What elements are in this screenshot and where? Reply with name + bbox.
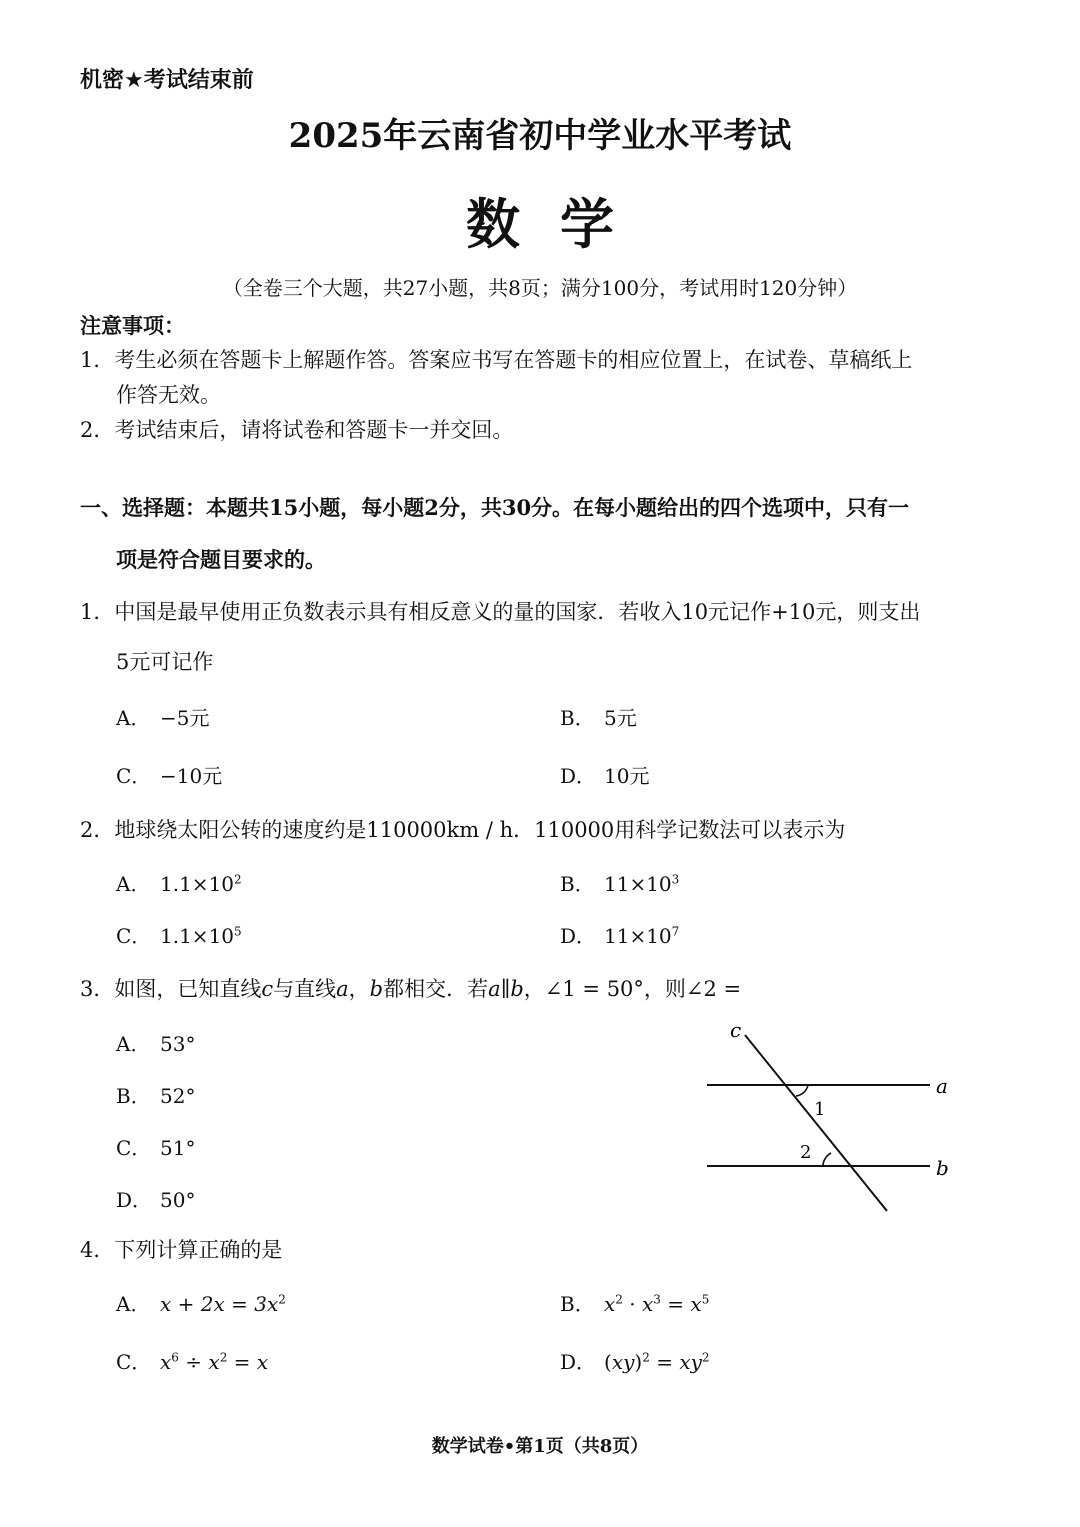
q3-option-c: C． 51°	[116, 1136, 196, 1160]
label-angle-1: 1	[814, 1099, 826, 1120]
angle-2-arc	[823, 1153, 831, 1166]
exam-title: 2025年云南省初中学业水平考试	[288, 116, 792, 156]
q1-option-a: A． −5元	[116, 706, 210, 730]
q3-option-a: A． 53°	[116, 1032, 196, 1056]
q2-stem: 2．地球绕太阳公转的速度约是110000km / h．110000用科学记数法可以表示为	[80, 818, 846, 842]
page-footer: 数学试卷•第1页（共8页）	[431, 1436, 649, 1457]
q1-option-b: B． 5元	[560, 706, 637, 730]
notes-item-2: 2．考试结束后，请将试卷和答题卡一并交回。	[80, 418, 514, 442]
q2-option-c: C． $1.1\times 10^5$	[116, 924, 242, 948]
q3-figure	[700, 1015, 970, 1220]
label-angle-2: 2	[800, 1142, 812, 1163]
q2-option-a: A． $1.1\times 10^2$	[116, 872, 242, 896]
q3-stem: 3．如图，已知直线c与直线a，b都相交．若a∥b，∠1 = 50°，则∠2 =	[80, 977, 742, 1001]
q1-stem-cont: 5元可记作	[116, 650, 214, 674]
q4-option-c: C． $x^6 \div x^2 = x$	[116, 1350, 269, 1374]
q1-option-c: C． −10元	[116, 764, 223, 788]
q3-option-d: D． 50°	[116, 1188, 196, 1212]
line-c	[745, 1035, 887, 1211]
q4-option-a: A． $x + 2x = 3x^2$	[116, 1292, 286, 1316]
section-1-heading: 一、选择题：本题共15小题，每小题2分，共30分。在每小题给出的四个选项中，只有一	[80, 495, 910, 520]
notes-heading: 注意事项：	[80, 313, 185, 338]
q1-option-d: D． 10元	[560, 764, 650, 788]
q2-option-b: B． $11\times 10^3$	[560, 872, 680, 896]
q1-stem: 1．中国是最早使用正负数表示具有相反意义的量的国家．若收入10元记作+10元，则支出	[80, 600, 921, 624]
q4-option-d: D． $(xy)^2 = xy^2$	[560, 1350, 710, 1374]
section-1-heading-cont: 项是符合题目要求的。	[116, 547, 326, 572]
subject-title: 数学	[466, 192, 654, 256]
notes-item-1: 1．考生必须在答题卡上解题作答。答案应书写在答题卡的相应位置上，在试卷、草稿纸上	[80, 348, 913, 372]
label-a: a	[936, 1074, 948, 1098]
label-c: c	[730, 1018, 742, 1042]
label-b: b	[936, 1156, 949, 1180]
confidential-mark: 机密★考试结束前	[80, 68, 254, 93]
q4-stem: 4．下列计算正确的是	[80, 1238, 283, 1262]
notes-item-1-cont: 作答无效。	[116, 383, 221, 407]
exam-summary: （全卷三个大题，共27小题，共8页；满分100分，考试用时120分钟）	[222, 276, 858, 300]
q3-option-b: B． 52°	[116, 1084, 196, 1108]
q2-option-d: D． $11\times 10^7$	[560, 924, 680, 948]
q4-option-b: B． $x^2 \cdot x^3 = x^5$	[560, 1292, 710, 1316]
angle-1-arc	[796, 1085, 808, 1096]
